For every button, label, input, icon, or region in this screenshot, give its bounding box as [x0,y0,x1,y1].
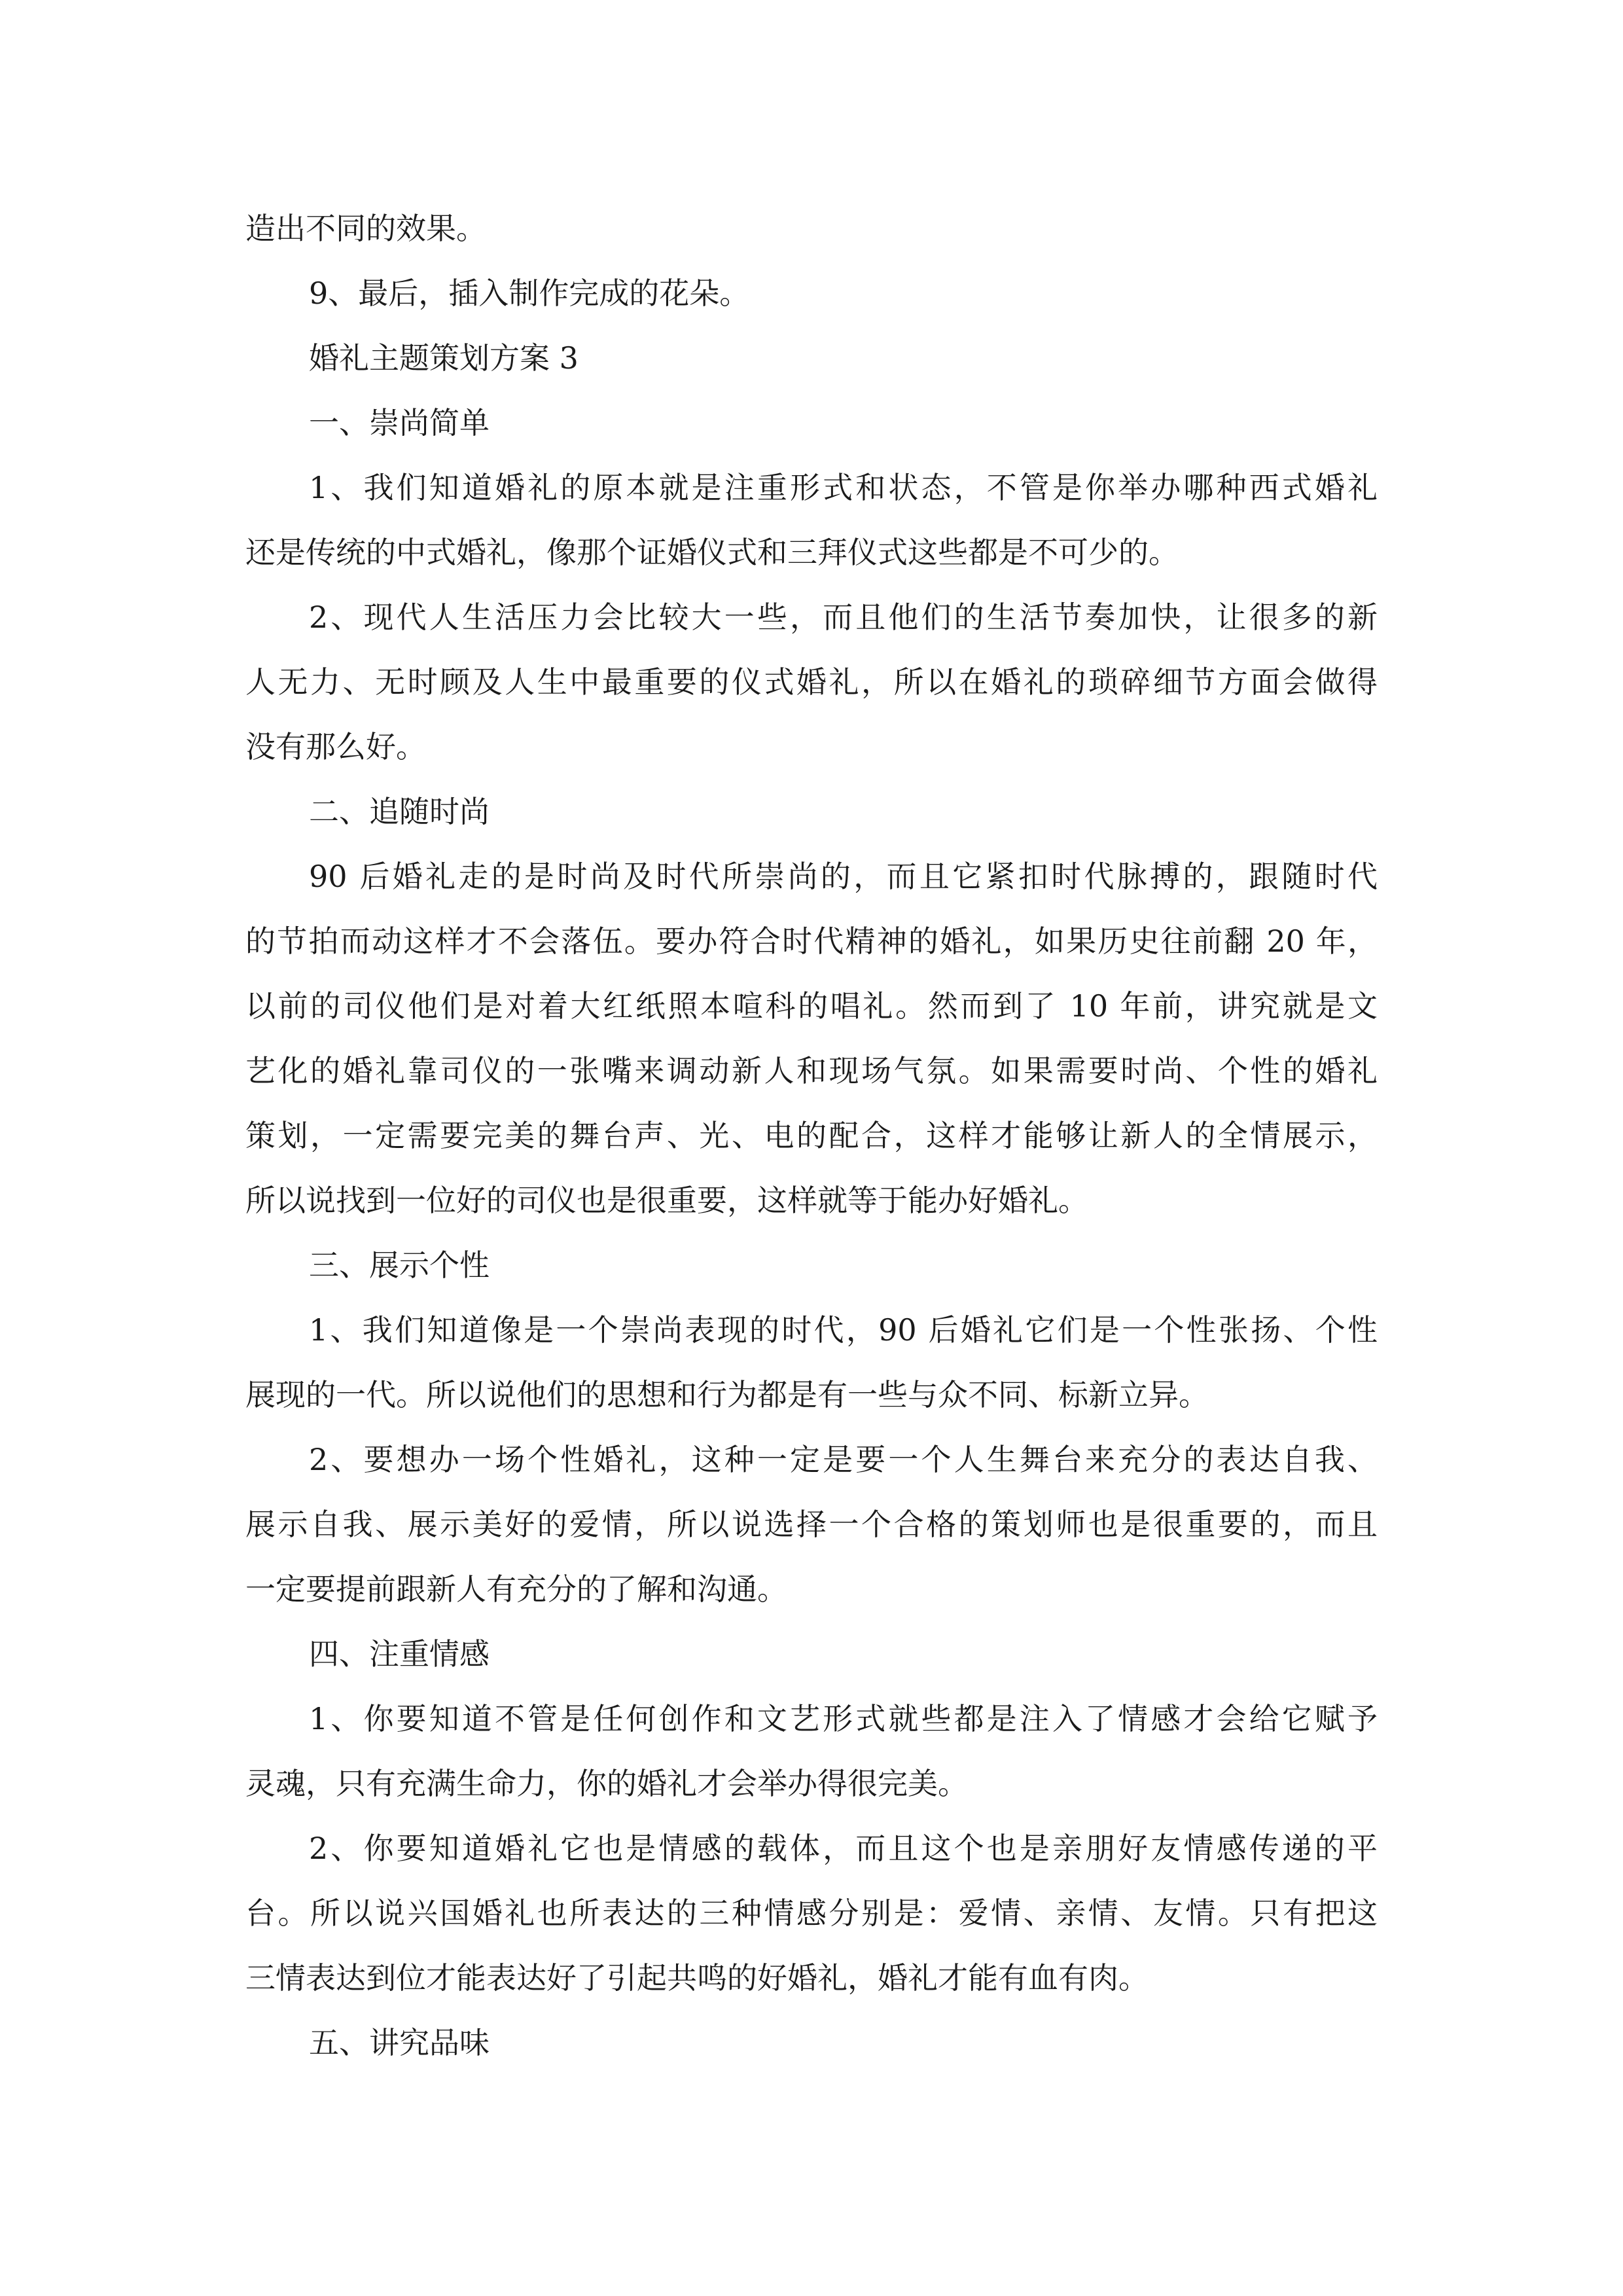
text-line: 展示自我、展示美好的爱情，所以说选择一个合格的策划师也是很重要的，而且 [245,1507,1378,1542]
text-line: 艺化的婚礼靠司仪的一张嘴来调动新人和现场气氛。如果需要时尚、个性的婚礼 [245,1053,1378,1088]
text-line: 90 后婚礼走的是时尚及时代所崇尚的，而且它紧扣时代脉搏的，跟随时代 [309,859,1378,894]
text-line: 三情表达到位才能表达好了引起共鸣的好婚礼，婚礼才能有血有肉。 [245,1960,1149,1996]
text-line: 二、追随时尚 [309,794,490,829]
text-line: 台。所以说兴国婚礼也所表达的三种情感分别是：爱情、亲情、友情。只有把这 [245,1895,1378,1931]
text-line: 造出不同的效果。 [245,211,486,246]
text-line: 策划，一定需要完美的舞台声、光、电的配合，这样才能够让新人的全情展示， [245,1118,1378,1153]
text-line: 所以说找到一位好的司仪也是很重要，这样就等于能办好婚礼。 [245,1183,1088,1218]
text-line: 2、你要知道婚礼它也是情感的载体，而且这个也是亲朋好友情感传递的平 [309,1831,1378,1866]
text-line: 以前的司仪他们是对着大红纸照本喧科的唱礼。然而到了 10 年前，讲究就是文 [245,988,1378,1024]
text-line: 的节拍而动这样才不会落伍。要办符合时代精神的婚礼，如果历史往前翻 20 年， [245,924,1378,959]
text-line: 1、我们知道婚礼的原本就是注重形式和状态，不管是你举办哪种西式婚礼 [309,470,1378,505]
text-line: 展现的一代。所以说他们的思想和行为都是有一些与众不同、标新立异。 [245,1377,1209,1412]
text-line: 1、你要知道不管是任何创作和文艺形式就些都是注入了情感才会给它赋予 [309,1701,1378,1736]
text-line: 还是传统的中式婚礼，像那个证婚仪式和三拜仪式这些都是不可少的。 [245,535,1179,570]
text-line: 2、要想办一场个性婚礼，这种一定是要一个人生舞台来充分的表达自我、 [309,1442,1378,1477]
text-line: 一定要提前跟新人有充分的了解和沟通。 [245,1571,787,1607]
text-line: 灵魂，只有充满生命力，你的婚礼才会举办得很完美。 [245,1766,968,1801]
document-body [245,196,1378,2075]
text-line: 五、讲究品味 [309,2025,490,2060]
text-line: 三、展示个性 [309,1247,490,1283]
text-line: 9、最后，插入制作完成的花朵。 [309,276,750,311]
text-line: 2、现代人生活压力会比较大一些，而且他们的生活节奏加快，让很多的新 [309,600,1378,635]
text-line: 婚礼主题策划方案 3 [309,340,579,376]
text-line: 四、注重情感 [309,1636,490,1672]
text-line: 人无力、无时顾及人生中最重要的仪式婚礼，所以在婚礼的琐碎细节方面会做得 [245,664,1378,700]
text-line: 1、我们知道像是一个崇尚表现的时代，90 后婚礼它们是一个性张扬、个性 [309,1312,1378,1348]
text-line: 一、崇尚简单 [309,405,490,440]
text-line: 没有那么好。 [245,729,426,764]
